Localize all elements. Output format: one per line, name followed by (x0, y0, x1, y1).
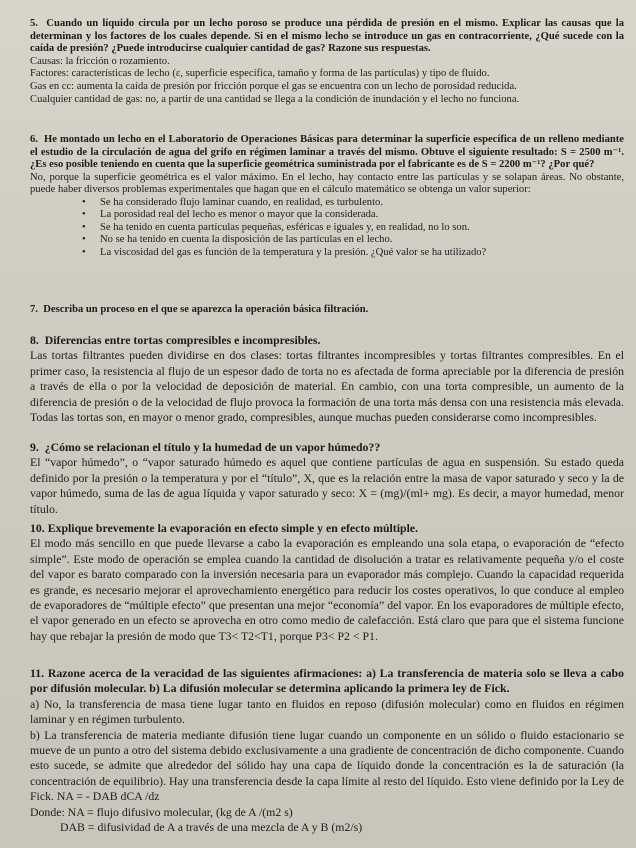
q6-bullet-list (30, 197, 624, 260)
q11-dab: DAB = difusividad de A a través de una mezcla de A y B (m2/s) (60, 820, 363, 835)
q6-bullet: • Se ha tenido en cuenta partículas pequeñas, esféricas e iguales y, en realidad, no lo son. (100, 222, 624, 235)
q5-line-2: Factores: características de lecho (ε, superficie específica, tamaño y forma de las partículas) y tipo de fluido. (30, 68, 490, 80)
question-7-heading: 7. Describa un proceso en el que se aparezca la operación básica filtración. (30, 304, 369, 315)
q11-answer-a: a) No, la transferencia de masa tiene lugar tanto en fluidos en reposo (difusión molecular) como en fluidos en régimen laminar y en régimen turbulento. (30, 696, 624, 727)
q6-bullet: • No se ha tenido en cuenta la disposición de las partículas en el lecho. (100, 234, 624, 247)
question-5 (30, 18, 624, 106)
q8-answer: Las tortas filtrantes pueden dividirse en dos clases: tortas filtrantes incompresibles y tortas filtrantes compresibles. En el primer caso, la resistencia al flujo de un espesor dado de torta no es afectada de forma apreciable por la diferencia de presión a través de ella o por la velocidad de deposición de material. En cambio, con una torta compresible, un aumento de la diferencia de presión o de la velocidad de flujo provoca la formación de una torta más densa con una resistencia más elevada. Todas las tortas son, en mayor o menor grado, compresibles, aunque muchas pueden considerarse como incompresibles. (30, 348, 624, 425)
q6-answer: No, porque la superficie geométrica es el valor máximo. En el lecho, hay contacto entre las partículas y se solapan áreas. No obstante, puede haber diversos problemas experimentales que hagan que en el cálculo matemático se obtenga un valor superior: (30, 171, 624, 196)
q5-line-4: Cualquier cantidad de gas: no, a partir de una cantidad se llega a la condición de inundación y el lecho no funciona. (30, 93, 520, 105)
q5-line-3: Gas en cc: aumenta la caída de presión por fricción porque el gas se encuentra con un lecho de porosidad reducida. (30, 80, 517, 92)
question-11-heading: 11. Razone acerca de la veracidad de las siguientes afirmaciones: a) La transferencia de materia solo se lleva a cabo por difusión molecular. b) La difusión molecular se determina aplicando la primera ley de Fick. (30, 666, 624, 696)
q5-line-1: Causas: la fricción o rozamiento. (30, 55, 170, 67)
question-11 (30, 666, 624, 835)
question-10-heading: 10. Explique brevemente la evaporación en efecto simple y en efecto múltiple. (30, 521, 419, 535)
question-6 (30, 134, 624, 259)
q6-bullet: • La viscosidad del gas es función de la temperatura y la presión. ¿Qué valor se ha utilizado? (100, 247, 624, 260)
question-10 (30, 521, 624, 644)
q10-answer: El modo más sencillo en que puede llevarse a cabo la evaporación es empleando una sola etapa, o evaporación de “efecto simple”. Este modo de operación se emplea cuando la cantidad de disolución a tratar es relativamente pequeña y/o el coste del vapor es barato comparado con la inversión necesaria para un evaporador más complejo. Cuando la capacidad requerida es grande, es necesario mejorar el aprovechamiento energético para reducir los costes operativos, lo que conduce al empleo de evaporadores de “múltiple efecto” que presentan una mejor “economía” del vapor. En los evaporadores de múltiple efecto, el vapor generado en un efecto se aprovecha en otro como medio de calefacción. Está claro que para que el sistema funcione hay que rebajar la presión de modo que T3< T2<T1, porque P3< P2 < P1. (30, 536, 624, 643)
question-8 (30, 333, 624, 425)
q11-donde: Donde: NA = flujo difusivo molecular, (kg de A /(m2 s) (30, 804, 293, 819)
question-9 (30, 440, 624, 517)
q9-answer: El “vapor húmedo”, o “vapor saturado húmedo es aquel que contiene partículas de agua en suspensión. Su estado queda definido por la presión o la temperatura y por el “título”, X, que es la relación entre la masa de vapor saturado y seco y la de vapor húmedo, suma de las de agua líquida y vapor saturado y seco: X = (mg)/(ml+ mg). Es decir, a mayor humedad, menor título. (30, 455, 624, 516)
question-8-heading: 8. Diferencias entre tortas compresibles e incompresibles. (30, 333, 321, 347)
q6-bullet: • La porosidad real del lecho es menor o mayor que la considerada. (100, 209, 624, 222)
question-6-heading: 6. He montado un lecho en el Laboratorio de Operaciones Básicas para determinar la superficie específica de un relleno mediante el estudio de la circulación de agua del grifo en régimen laminar a través del mismo. Obtuve el siguiente resultado: S = 2500 m⁻¹. ¿Es eso posible teniendo en cuenta que la superficie geométrica suministrada por el fabricante es de S = 2200 m⁻¹? ¿Por qué? (30, 134, 624, 171)
question-7 (30, 304, 624, 317)
q11-answer-b: b) La transferencia de materia mediante difusión tiene lugar cuando un componente en un sólido o fluido estacionario se mueve de un punto a otro del sistema debido exclusivamente a una gradiente de concentración de dicho componente. Cuando esto sucede, se admite que alrededor del sólido hay una capa de líquido donde la concentración es la de saturación (la concentración de equilibrio). Hay una transferencia desde la capa límite al resto del líquido. Esto viene definido por la Ley de Fick. NA = - DAB dCA /dz (30, 727, 624, 804)
question-9-heading: 9. ¿Cómo se relacionan el título y la humedad de un vapor húmedo?? (30, 440, 381, 454)
q6-bullet: • Se ha considerado flujo laminar cuando, en realidad, es turbulento. (100, 197, 624, 210)
question-5-heading: 5. Cuando un líquido circula por un lecho poroso se produce una pérdida de presión en el mismo. Explicar las causas que la determinan y los factores de los cuales depende. Si en el mismo lecho se introduce un gas en contracorriente, ¿Qué sucede con la caída de presión? ¿Puede introducirse cualquier cantidad de gas? Razone sus respuestas. (30, 18, 624, 55)
